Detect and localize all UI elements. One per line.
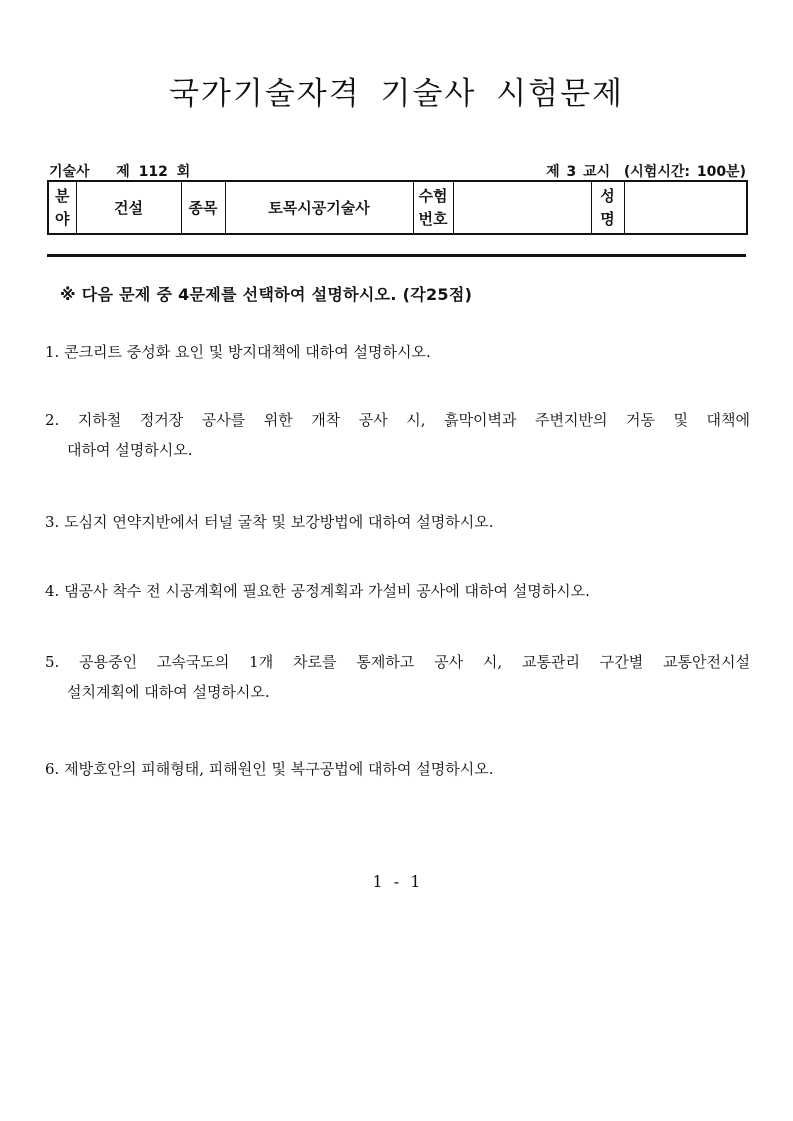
field-value: 건설 (76, 181, 181, 234)
exam-number-label (413, 181, 453, 234)
question-4 (45, 576, 750, 606)
name-label (591, 181, 624, 234)
question-text-continued: 설치계획에 대하여 설명하시오. (67, 683, 270, 701)
question-text: 2. 지하철 정거장 공사를 위한 개착 공사 시, 흙막이벽과 주변지반의 거동 및 대책에 (45, 411, 750, 429)
question-text: 3. 도심지 연약지반에서 터널 굴착 및 보강방법에 대하여 설명하시오. (45, 513, 494, 531)
divider (47, 254, 746, 257)
instruction: ※ 다음 문제 중 4문제를 선택하여 설명하시오. (각25점) (60, 285, 473, 304)
category-value: 토목시공기술사 (225, 181, 413, 234)
question-2 (45, 405, 750, 465)
field-label (48, 181, 76, 234)
exam-round: 기술사 제 112 회 (49, 164, 191, 180)
page-title: 국가기술자격 기술사 시험문제 (168, 76, 624, 112)
exam-number-field[interactable] (453, 181, 591, 234)
question-text: 6. 제방호안의 피해형태, 피해원인 및 복구공법에 대하여 설명하시오. (45, 760, 494, 778)
exam-session: 제 3 교시 (시험시간: 100분) (546, 164, 746, 180)
name-label-top: 성 (600, 186, 615, 205)
question-1 (45, 337, 750, 367)
exam-number-label-top: 수험 (418, 186, 448, 205)
question-text: 1. 콘크리트 중성화 요인 및 방지대책에 대하여 설명하시오. (45, 343, 431, 361)
question-text: 5. 공용중인 고속국도의 1개 차로를 통제하고 공사 시, 교통관리 구간별 교통안전시설 (45, 653, 750, 671)
field-label-top: 분 (55, 186, 70, 205)
question-text-continued: 대하여 설명하시오. (67, 441, 193, 459)
field-label-bottom: 야 (55, 209, 70, 228)
exam-number-label-bottom: 번호 (418, 209, 448, 228)
info-table (47, 180, 748, 235)
name-label-bottom: 명 (600, 209, 615, 228)
page-number: 1 - 1 (372, 872, 421, 891)
question-text: 4. 댐공사 착수 전 시공계획에 필요한 공정계획과 가설비 공사에 대하여 설명하시오. (45, 582, 590, 600)
name-field[interactable] (624, 181, 747, 234)
question-6 (45, 754, 750, 784)
question-3 (45, 507, 750, 537)
question-5 (45, 647, 750, 707)
category-label: 종목 (181, 181, 225, 234)
